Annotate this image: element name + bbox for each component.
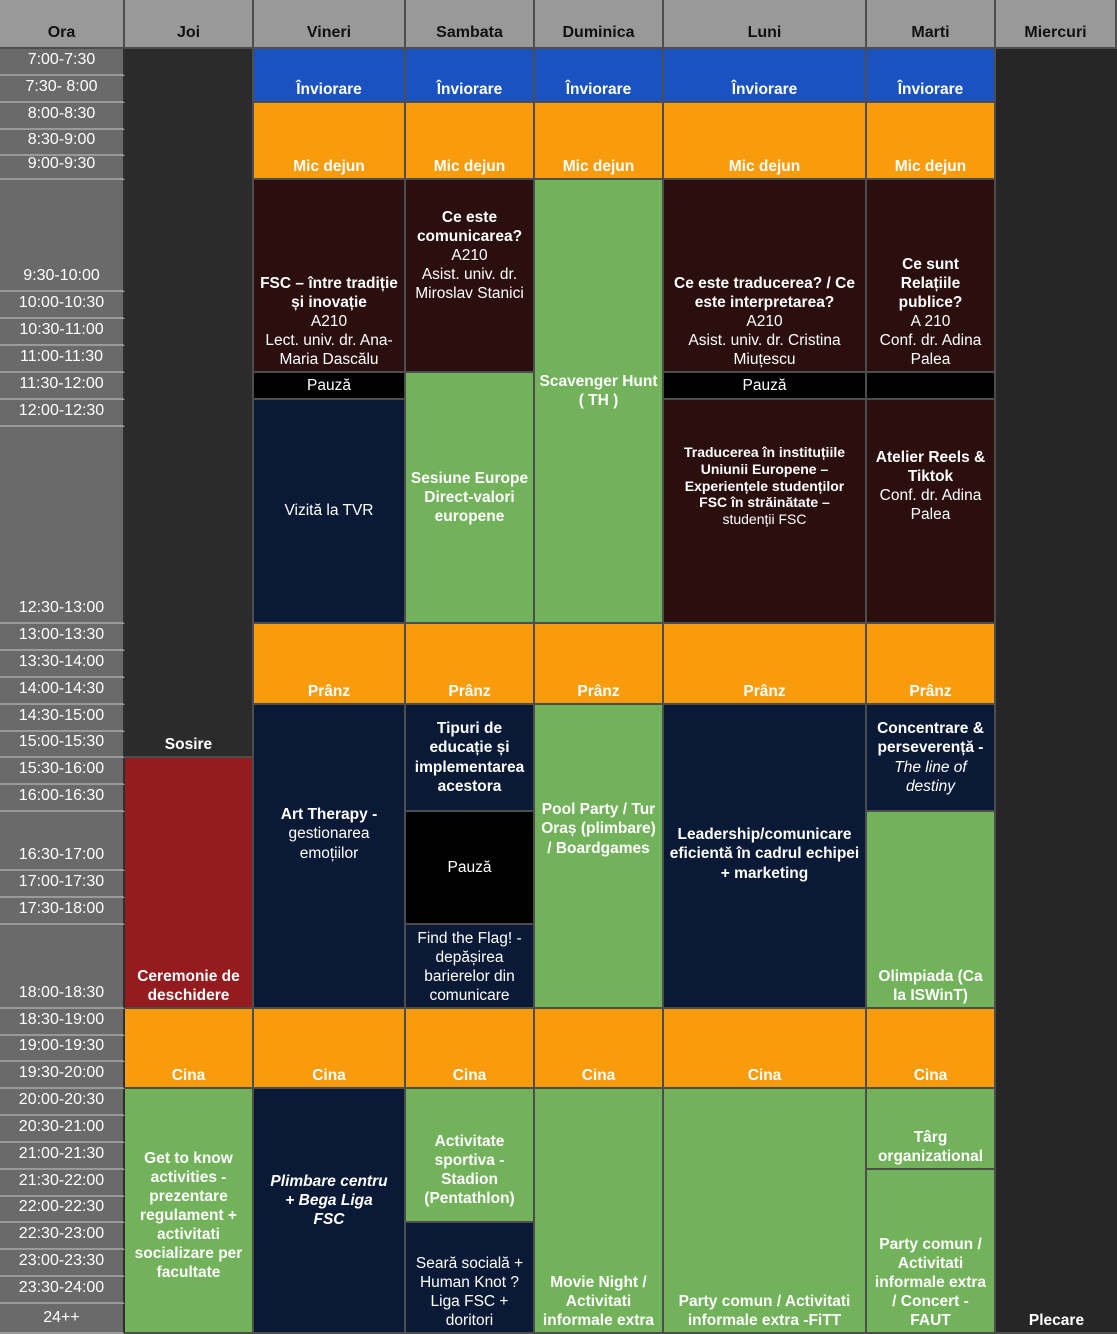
vineri-art-title: Art Therapy - xyxy=(280,806,378,824)
marti-conc-sub: The line of destiny xyxy=(894,758,967,795)
marti-targ-label: Târg organizational xyxy=(877,1128,984,1165)
time-slot: 8:00-8:30 xyxy=(0,103,125,130)
miercuri-plecare xyxy=(996,49,1117,1334)
time-slot: 12:00-12:30 xyxy=(0,400,125,427)
luni-uniunea-europeana xyxy=(664,400,867,624)
sambata-tipuri-label: Tipuri de educație și implementarea acestora xyxy=(414,720,525,795)
marti-inviorare xyxy=(867,49,996,103)
luni-trad-title: Ce este traducerea? / Ce este interpretarea? xyxy=(674,274,855,311)
duminica-movie-night xyxy=(535,1089,664,1334)
vineri-tvr xyxy=(254,400,406,624)
time-slot: 11:30-12:00 xyxy=(0,373,125,400)
sambata-mic-dejun-label: Mic dejun xyxy=(433,157,506,175)
joi-sosire-label: Sosire xyxy=(164,735,213,753)
marti-conc-title: Concentrare & perseverență - xyxy=(877,720,984,757)
marti-pranz xyxy=(867,624,996,705)
sambata-europe-direct xyxy=(406,373,535,624)
time-slot: 12:30-13:00 xyxy=(0,427,125,624)
vineri-inviorare xyxy=(254,49,406,103)
sambata-inviorare xyxy=(406,49,535,103)
time-slot: 16:00-16:30 xyxy=(0,785,125,812)
vineri-mic-dejun xyxy=(254,103,406,180)
vineri-cina xyxy=(254,1009,406,1089)
sambata-europe-label: Sesiune Europe Direct-valori europene xyxy=(410,469,529,526)
marti-mic-dejun-label: Mic dejun xyxy=(894,157,967,175)
marti-party-label: Party comun / Activitati informale extra / Concert - FAUT xyxy=(874,1235,987,1329)
time-slot: 15:00-15:30 xyxy=(0,732,125,758)
joi-ceremonie-label: Ceremonie de deschidere xyxy=(137,967,240,1004)
vineri-inviorare-label: Înviorare xyxy=(296,80,362,98)
luni-cina xyxy=(664,1009,867,1089)
time-slot: 7:00-7:30 xyxy=(0,49,125,76)
duminica-pranz xyxy=(535,624,664,705)
sambata-pranz-label: Prânz xyxy=(448,682,491,700)
duminica-mic-dejun-label: Mic dejun xyxy=(562,157,635,175)
time-slot: 10:30-11:00 xyxy=(0,319,125,346)
marti-olimpiada-label: Olimpiada (Ca la ISWinT) xyxy=(878,967,983,1004)
joi-ceremonie xyxy=(125,758,254,1009)
luni-leadership-label: Leadership/comunicare eficientă în cadrul echipei + marketing xyxy=(669,826,860,882)
header-joi: Joi xyxy=(125,0,254,49)
sambata-pauza xyxy=(406,812,535,925)
sambata-seara-label: Seară socială + Human Knot ? Liga FSC + doritori xyxy=(415,1254,524,1329)
marti-pranz-label: Prânz xyxy=(909,682,952,700)
marti-reels-title: Atelier Reels & Tiktok xyxy=(875,448,986,485)
time-slot: 22:30-23:00 xyxy=(0,1223,125,1250)
time-slot: 17:30-18:00 xyxy=(0,898,125,925)
sambata-comunicare-session xyxy=(406,180,535,373)
sambata-sport-label: Activitate sportiva - Stadion (Pentathlon) xyxy=(424,1132,515,1208)
header-miercuri: Miercuri xyxy=(996,0,1117,49)
luni-mic-dejun-label: Mic dejun xyxy=(728,157,801,175)
time-slot: 7:30- 8:00 xyxy=(0,76,125,103)
marti-cina xyxy=(867,1009,996,1089)
marti-concentrare xyxy=(867,705,996,812)
vineri-pranz xyxy=(254,624,406,705)
duminica-cina-label: Cina xyxy=(581,1066,616,1084)
sambata-comm-title: Ce este comunicarea? xyxy=(416,208,523,245)
marti-rp-speaker: Conf. dr. Adina Palea xyxy=(879,331,982,368)
time-slot: 10:00-10:30 xyxy=(0,292,125,319)
duminica-inviorare xyxy=(535,49,664,103)
luni-inviorare xyxy=(664,49,867,103)
sambata-mic-dejun xyxy=(406,103,535,180)
joi-get-to-know xyxy=(125,1089,254,1334)
sambata-flag-label: Find the Flag! - depășirea barierelor din comunicare xyxy=(417,929,522,1004)
time-slot: 18:30-19:00 xyxy=(0,1009,125,1036)
marti-party-concert xyxy=(867,1170,996,1334)
sambata-tipuri-educatie xyxy=(406,705,535,812)
vineri-fsc-speaker: Lect. univ. dr. Ana-Maria Dascălu xyxy=(265,331,393,368)
time-slot: 24++ xyxy=(0,1304,125,1334)
duminica-scavenger-hunt xyxy=(535,180,664,624)
time-slot: 13:30-14:00 xyxy=(0,651,125,678)
duminica-mic-dejun xyxy=(535,103,664,180)
sambata-pauza-label: Pauză xyxy=(447,858,492,876)
vineri-fsc-title: FSC – între tradiție și inovație xyxy=(260,274,398,311)
sambata-find-the-flag xyxy=(406,925,535,1009)
sambata-comm-speaker: Asist. univ. dr. Miroslav Stanici xyxy=(415,266,524,303)
marti-inviorare-label: Înviorare xyxy=(897,80,964,98)
time-slot: 22:00-22:30 xyxy=(0,1197,125,1223)
marti-reels-speaker: Conf. dr. Adina Palea xyxy=(879,487,982,524)
time-slot: 9:30-10:00 xyxy=(0,180,125,292)
marti-targ-organizational xyxy=(867,1089,996,1170)
time-slot: 9:00-9:30 xyxy=(0,156,125,180)
vineri-pauza xyxy=(254,373,406,400)
vineri-plimbare xyxy=(254,1089,406,1334)
sambata-comm-room: A210 xyxy=(451,246,488,264)
time-slot: 18:00-18:30 xyxy=(0,925,125,1009)
luni-cina-label: Cina xyxy=(747,1066,782,1084)
time-slot: 19:00-19:30 xyxy=(0,1036,125,1062)
duminica-movie-label: Movie Night / Activitati informale extra xyxy=(542,1273,655,1329)
sambata-pranz xyxy=(406,624,535,705)
marti-rp-title: Ce sunt Relațiile publice? xyxy=(898,255,963,311)
luni-trad-room: A210 xyxy=(746,312,783,330)
luni-ue-sub: studenții FSC xyxy=(722,511,807,528)
time-slot: 13:00-13:30 xyxy=(0,624,125,651)
time-slot: 20:30-21:00 xyxy=(0,1116,125,1143)
time-slot: 16:30-17:00 xyxy=(0,812,125,871)
duminica-cina xyxy=(535,1009,664,1089)
sambata-inviorare-label: Înviorare xyxy=(436,80,503,98)
time-slot: 11:00-11:30 xyxy=(0,346,125,373)
time-slot: 21:00-21:30 xyxy=(0,1143,125,1170)
joi-get-to-know-label: Get to know activities - prezentare regulament + activitati socializare per facultate xyxy=(134,1149,243,1282)
joi-sosire xyxy=(125,49,254,758)
vineri-pranz-label: Prânz xyxy=(307,682,351,700)
marti-pauza-empty xyxy=(867,373,996,400)
vineri-mic-dejun-label: Mic dejun xyxy=(293,157,365,175)
luni-mic-dejun xyxy=(664,103,867,180)
duminica-inviorare-label: Înviorare xyxy=(565,80,632,98)
joi-cina-label: Cina xyxy=(171,1066,206,1084)
vineri-art-therapy xyxy=(254,705,406,1009)
header-duminica: Duminica xyxy=(535,0,664,49)
header-ora: Ora xyxy=(0,0,125,49)
header-marti: Marti xyxy=(867,0,996,49)
time-slot: 17:00-17:30 xyxy=(0,871,125,898)
vineri-fsc-session xyxy=(254,180,406,373)
luni-traducere-session xyxy=(664,180,867,373)
time-slot: 23:30-24:00 xyxy=(0,1277,125,1304)
joi-cina xyxy=(125,1009,254,1089)
duminica-pool-label: Pool Party / Tur Oraș (plimbare) / Boardgames xyxy=(541,801,656,857)
duminica-pranz-label: Prânz xyxy=(577,682,620,700)
time-slot: 19:30-20:00 xyxy=(0,1062,125,1089)
time-slot: 20:00-20:30 xyxy=(0,1089,125,1116)
vineri-plimbare-label: Plimbare centru + Bega Liga FSC xyxy=(270,1172,388,1229)
luni-trad-speaker: Asist. univ. dr. Cristina Miuțescu xyxy=(688,331,841,368)
time-slot: 21:30-22:00 xyxy=(0,1170,125,1197)
marti-olimpiada xyxy=(867,812,996,1009)
header-vineri: Vineri xyxy=(254,0,406,49)
time-slot: 23:00-23:30 xyxy=(0,1250,125,1277)
sambata-cina xyxy=(406,1009,535,1089)
marti-rp-room: A 210 xyxy=(910,312,951,330)
header-sambata: Sambata xyxy=(406,0,535,49)
marti-atelier-reels xyxy=(867,400,996,624)
header-luni: Luni xyxy=(664,0,867,49)
marti-relatii-publice xyxy=(867,180,996,373)
sambata-seara-sociala xyxy=(406,1223,535,1334)
luni-party-label: Party comun / Activitati informale extra -FiTT xyxy=(678,1292,851,1329)
luni-pauza-label: Pauză xyxy=(742,376,787,394)
luni-pauza xyxy=(664,373,867,400)
duminica-scavenger-label: Scavenger Hunt ( TH ) xyxy=(539,372,658,409)
vineri-cina-label: Cina xyxy=(312,1066,346,1084)
duminica-pool-party xyxy=(535,705,664,1009)
luni-pranz xyxy=(664,624,867,705)
time-slot: 14:30-15:00 xyxy=(0,705,125,732)
vineri-pauza-label: Pauză xyxy=(307,376,351,394)
marti-cina-label: Cina xyxy=(913,1066,948,1084)
luni-pranz-label: Prânz xyxy=(743,682,786,700)
luni-ue-title: Traducerea în instituțiile Uniunii Europene – Experiențele studenților FSC în străinătate – xyxy=(683,444,846,511)
time-slot: 14:00-14:30 xyxy=(0,678,125,705)
vineri-tvr-label: Vizită la TVR xyxy=(284,502,374,520)
miercuri-plecare-label: Plecare xyxy=(1028,1311,1085,1329)
marti-mic-dejun xyxy=(867,103,996,180)
luni-party-comun xyxy=(664,1089,867,1334)
sambata-cina-label: Cina xyxy=(452,1066,487,1084)
time-slot: 8:30-9:00 xyxy=(0,130,125,156)
time-slot: 15:30-16:00 xyxy=(0,758,125,785)
vineri-fsc-room: A210 xyxy=(310,312,348,330)
vineri-art-sub: gestionarea emoțiilor xyxy=(288,825,370,862)
luni-inviorare-label: Înviorare xyxy=(731,80,798,98)
luni-leadership xyxy=(664,705,867,1009)
sambata-activitate-sportiva xyxy=(406,1089,535,1223)
